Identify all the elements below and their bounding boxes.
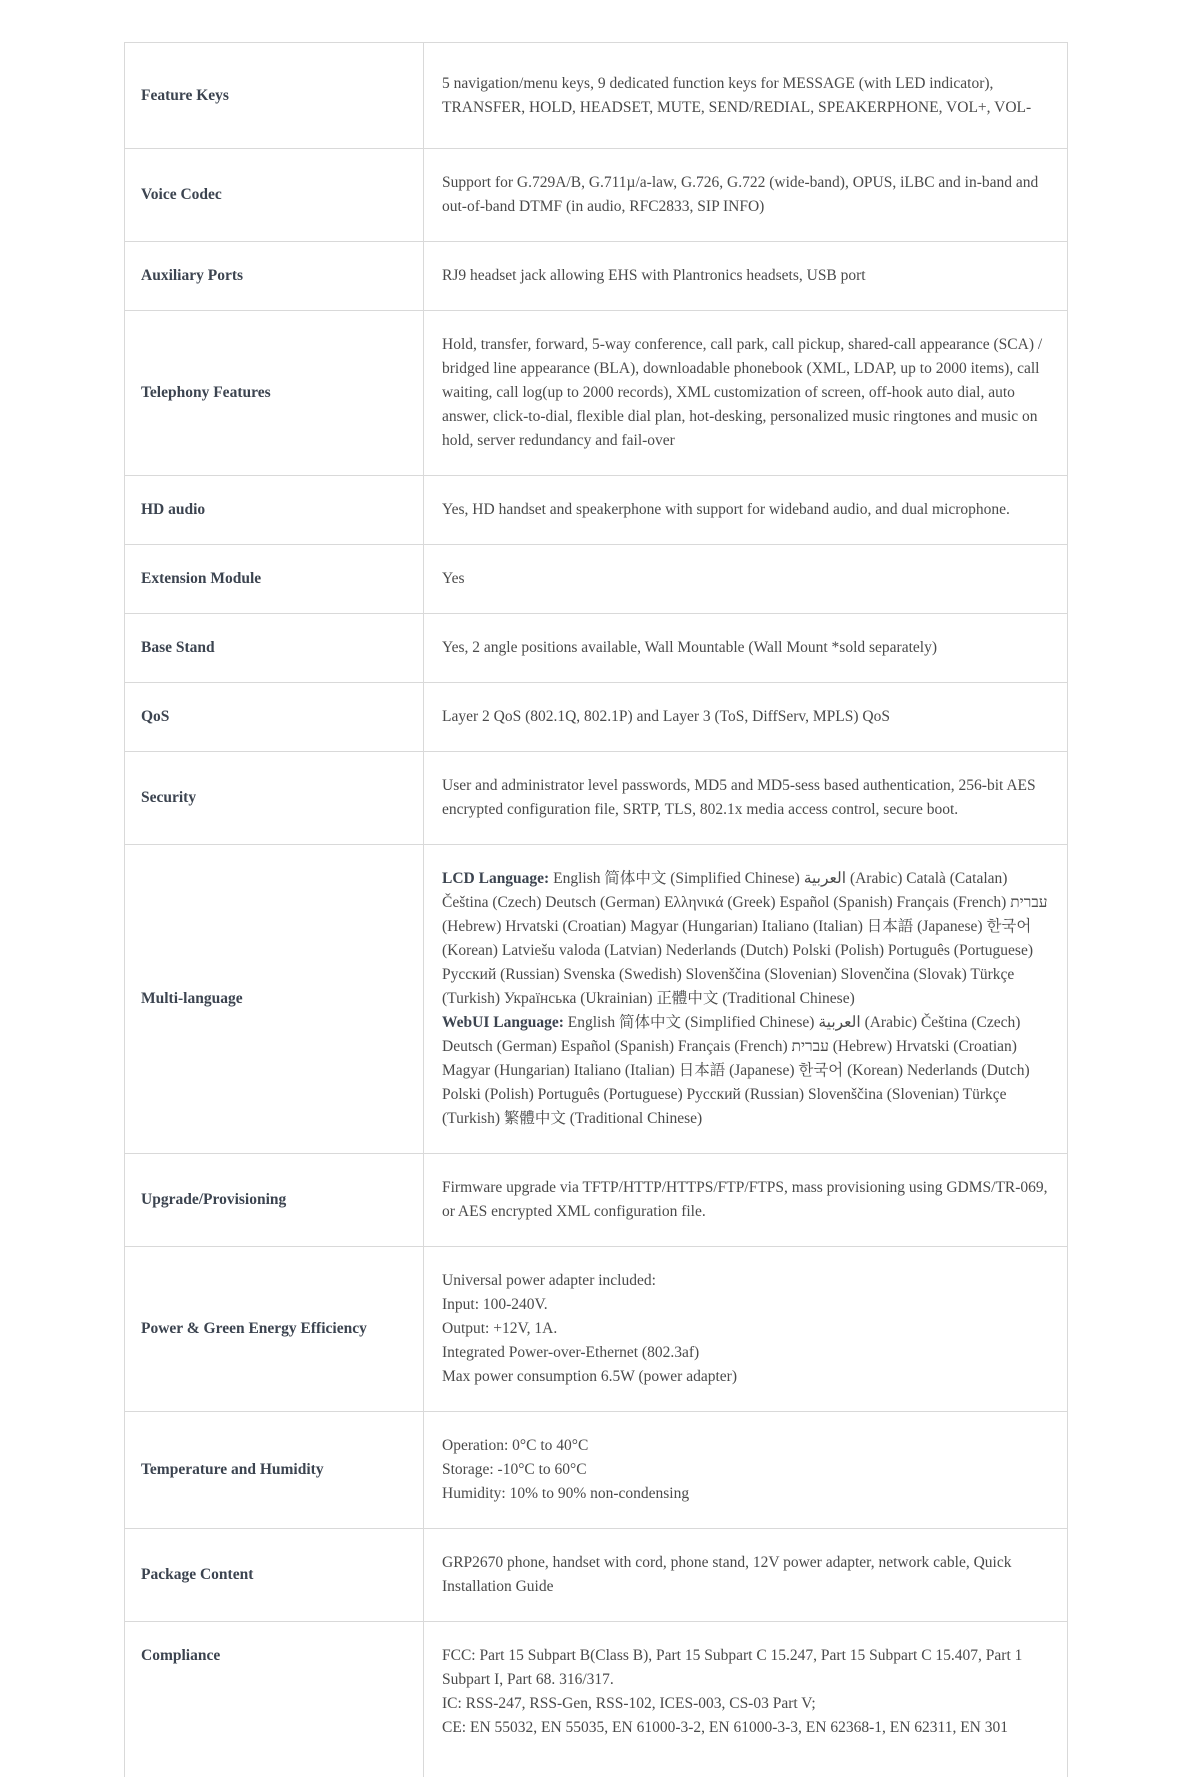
spec-value-line: 5 navigation/menu keys, 9 dedicated function keys for MESSAGE (with LED indicator), TRANSFER, HOLD, HEADSET, MUTE, SEND/REDIAL, SPEAKERPHONE, VOL+, VOL- [442, 74, 1032, 116]
spec-label: Temperature and Humidity [125, 1412, 424, 1529]
spec-value-line: Storage: -10°C to 60°C [442, 1461, 587, 1478]
spec-value-line: Universal power adapter included: [442, 1272, 656, 1289]
spec-row-security [125, 752, 1068, 845]
spec-value [424, 614, 1068, 683]
spec-value-line: Yes, 2 angle positions available, Wall Mountable (Wall Mount *sold separately) [442, 639, 938, 656]
spec-label: Security [125, 752, 424, 845]
spec-value [424, 43, 1068, 149]
spec-value [424, 1529, 1068, 1622]
spec-label: HD audio [125, 476, 424, 545]
spec-value [424, 1412, 1068, 1529]
spec-value-line: Integrated Power-over-Ethernet (802.3af) [442, 1344, 700, 1361]
spec-value [424, 1247, 1068, 1412]
spec-value-line: GRP2670 phone, handset with cord, phone stand, 12V power adapter, network cable, Quick Installation Guide [442, 1554, 1012, 1595]
spec-value-line: FCC: Part 15 Subpart B(Class B), Part 15 Subpart C 15.247, Part 15 Subpart C 15.407, Part 1 Subpart I, Part 68. 316/317. [442, 1647, 1023, 1688]
spec-value-line: Yes, HD handset and speakerphone with support for wideband audio, and dual microphone. [442, 501, 1010, 518]
spec-row-hd-audio [125, 476, 1068, 545]
spec-label: Multi-language [125, 845, 424, 1154]
spec-label: Voice Codec [125, 149, 424, 242]
spec-value-line: User and administrator level passwords, MD5 and MD5-sess based authentication, 256-bit AES encrypted configuration file, SRTP, TLS, 802.1x media access control, secure boot. [442, 777, 1036, 818]
spec-label: Feature Keys [125, 43, 424, 149]
spec-value [424, 752, 1068, 845]
webui-language-list: English 简体中文 (Simplified Chinese) العربية (Arabic) Čeština (Czech) Deutsch (German) Español (Spanish) Français (French) עברית (Hebrew) Hrvatski (Croatian) Magyar (Hungarian) Italiano (Italian) 日本語 (Japanese) 한국어 (Korean) Nederlands (Dutch) Polski (Polish) Português (Portuguese) Русский (Russian) Slovenščina (Slovenian) Türkçe (Turkish) 繁體中文 (Traditional Chinese) [442, 1014, 1030, 1127]
spec-value [424, 845, 1068, 1154]
webui-language-paragraph [442, 1011, 1051, 1131]
spec-row-voice-codec [125, 149, 1068, 242]
spec-value-line: RJ9 headset jack allowing EHS with Plantronics headsets, USB port [442, 267, 866, 284]
spec-value [424, 1154, 1068, 1247]
spec-value [424, 149, 1068, 242]
spec-label: Compliance [125, 1622, 424, 1777]
spec-row-temperature-humidity [125, 1412, 1068, 1529]
spec-label: Upgrade/Provisioning [125, 1154, 424, 1247]
lcd-language-paragraph [442, 867, 1051, 1011]
spec-label: QoS [125, 683, 424, 752]
spec-row-base-stand [125, 614, 1068, 683]
spec-row-power [125, 1247, 1068, 1412]
spec-value-line: Layer 2 QoS (802.1Q, 802.1P) and Layer 3 (ToS, DiffServ, MPLS) QoS [442, 708, 890, 725]
spec-value-line: Support for G.729A/B, G.711µ/a-law, G.726, G.722 (wide-band), OPUS, iLBC and in-band and out-of-band DTMF (in audio, RFC2833, SIP INFO) [442, 174, 1039, 215]
spec-row-package-content [125, 1529, 1068, 1622]
spec-row-extension-module [125, 545, 1068, 614]
spec-value [424, 242, 1068, 311]
spec-value [424, 311, 1068, 476]
spec-row-multi-language [125, 845, 1068, 1154]
spec-label: Base Stand [125, 614, 424, 683]
spec-label: Power & Green Energy Efficiency [125, 1247, 424, 1412]
spec-label: Telephony Features [125, 311, 424, 476]
spec-value [424, 683, 1068, 752]
webui-language-title: WebUI Language: [442, 1014, 564, 1031]
spec-value-line: Firmware upgrade via TFTP/HTTP/HTTPS/FTP/FTPS, mass provisioning using GDMS/TR-069, or AES encrypted XML configuration file. [442, 1179, 1048, 1220]
spec-value [424, 545, 1068, 614]
spec-value-line: Yes [442, 570, 465, 587]
spec-row-upgrade-provisioning [125, 1154, 1068, 1247]
spec-row-auxiliary-ports [125, 242, 1068, 311]
spec-value-line: IC: RSS-247, RSS-Gen, RSS-102, ICES-003, CS-03 Part V; [442, 1695, 816, 1712]
spec-value-line: Max power consumption 6.5W (power adapter) [442, 1368, 737, 1385]
spec-row-telephony-features [125, 311, 1068, 476]
spec-value [424, 476, 1068, 545]
spec-value [424, 1622, 1068, 1777]
spec-table [124, 42, 1068, 1777]
spec-value-line: Output: +12V, 1A. [442, 1320, 558, 1337]
lcd-language-list: English 简体中文 (Simplified Chinese) العربية (Arabic) Català (Catalan) Čeština (Czech) Deutsch (German) Ελληνικά (Greek) Español (Spanish) Français (French) עברית (Hebrew) Hrvatski (Croatian) Magyar (Hungarian) Italiano (Italian) 日本語 (Japanese) 한국어 (Korean) Latviešu valoda (Latvian) Nederlands (Dutch) Polski (Polish) Português (Portuguese) Русский (Russian) Svenska (Swedish) Slovenščina (Slovenian) Slovenčina (Slovak) Türkçe (Turkish) Українська (Ukrainian) 正體中文 (Traditional Chinese) [442, 870, 1048, 1007]
spec-value-line: Operation: 0°C to 40°C [442, 1437, 589, 1454]
spec-row-feature-keys [125, 43, 1068, 149]
spec-label: Auxiliary Ports [125, 242, 424, 311]
spec-value-line: CE: EN 55032, EN 55035, EN 61000-3-2, EN 61000-3-3, EN 62368-1, EN 62311, EN 301 [442, 1719, 1008, 1736]
lcd-language-title: LCD Language: [442, 870, 550, 887]
spec-label: Extension Module [125, 545, 424, 614]
spec-row-qos [125, 683, 1068, 752]
spec-value-line: Humidity: 10% to 90% non-condensing [442, 1485, 690, 1502]
spec-row-compliance [125, 1622, 1068, 1777]
spec-value-line: Hold, transfer, forward, 5-way conference, call park, call pickup, shared-call appearance (SCA) / bridged line appearance (BLA), downloadable phonebook (XML, LDAP, up to 2000 items), call waiting, call log(up to 2000 records), XML customization of screen, off-hook auto dial, auto answer, click-to-dial, flexible dial plan, hot-desking, personalized music ringtones and music on hold, server redundancy and fail-over [442, 336, 1043, 449]
spec-value-line: Input: 100-240V. [442, 1296, 548, 1313]
spec-label: Package Content [125, 1529, 424, 1622]
